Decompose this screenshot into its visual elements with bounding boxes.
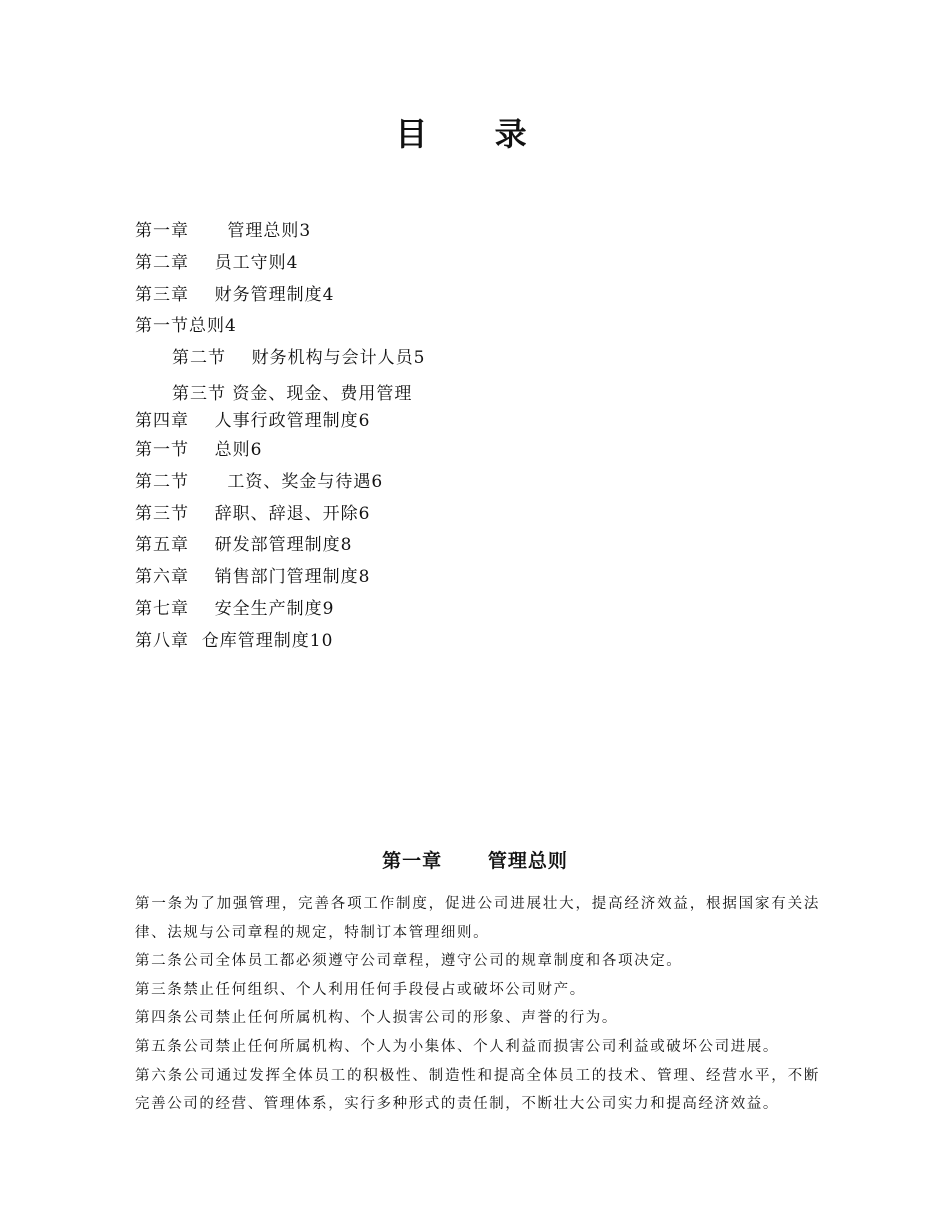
- article-paragraph: 第六条公司通过发挥全体员工的积极性、制造性和提高全体员工的技术、管理、经营水平，不断完善公司的经营、管理体系，实行多种形式的责任制，不断壮大公司实力和提高经济效益。: [135, 1067, 820, 1113]
- toc-entry[interactable]: 第二节 财务机构与会计人员5: [172, 348, 426, 369]
- article-paragraph: 第三条禁止任何组织、个人利用任何手段侵占或破坏公司财产。: [135, 981, 586, 998]
- toc-entry[interactable]: 第一章 管理总则3: [135, 221, 312, 241]
- toc-entry[interactable]: 第六章 销售部门管理制度8: [135, 567, 371, 588]
- article-paragraph: 第二条公司全体员工都必须遵守公司章程，遵守公司的规章制度和各项决定。: [135, 953, 683, 970]
- chapter-title: 第一章 管理总则: [382, 850, 568, 872]
- toc-entry[interactable]: 第八章 仓库管理制度10: [135, 630, 334, 651]
- toc-entry[interactable]: 第七章 安全生产制度9: [135, 598, 335, 619]
- article-paragraph: 第一条为了加强管理，完善各项工作制度，促进公司进展壮大，提高经济效益，根据国家有关法律、法规与公司章程的规定，特制订本管理细则。: [135, 896, 820, 941]
- toc-entry[interactable]: 第二节 工资、奖金与待遇6: [135, 471, 384, 492]
- toc-entry[interactable]: 第二章 员工守则4: [135, 252, 299, 273]
- toc-entry[interactable]: 第一节 总则6: [135, 439, 263, 460]
- toc-entry[interactable]: 第三节 资金、现金、费用管理: [172, 383, 413, 404]
- chapter-body: [135, 890, 820, 1119]
- toc-entry[interactable]: 第三节 辞职、辞退、开除6: [135, 503, 371, 524]
- toc-entry[interactable]: 第三章 财务管理制度4: [135, 284, 335, 305]
- toc-list: [135, 216, 835, 658]
- article-paragraph: 第五条公司禁止任何所属机构、个人为小集体、个人利益而损害公司利益或破坏公司进展。: [135, 1038, 779, 1055]
- toc-entry[interactable]: 第一节总则4: [135, 316, 237, 337]
- toc-entry[interactable]: 第四章 人事行政管理制度6: [135, 410, 371, 431]
- toc-entry[interactable]: 第五章 研发部管理制度8: [135, 535, 353, 556]
- toc-title: 目 录: [395, 115, 555, 153]
- article-paragraph: 第四条公司禁止任何所属机构、个人损害公司的形象、声誉的行为。: [135, 1010, 618, 1027]
